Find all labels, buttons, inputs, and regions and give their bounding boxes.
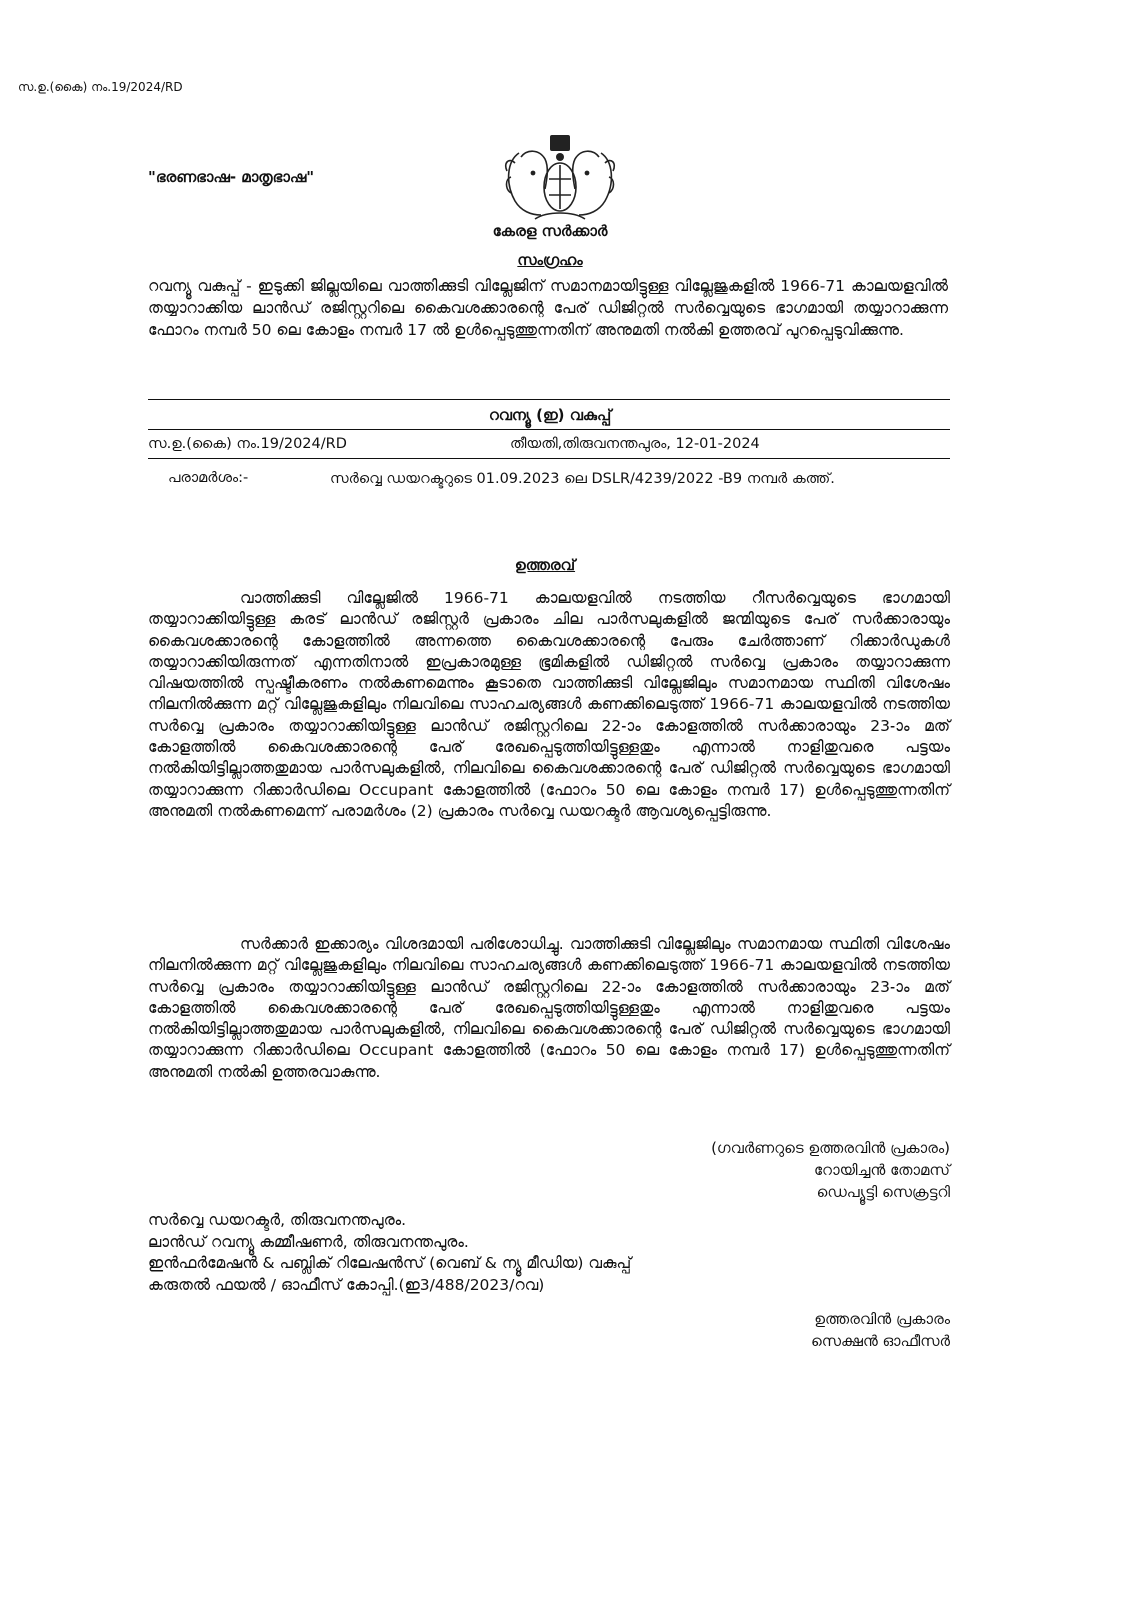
section-officer-block [811, 1308, 950, 1352]
recipient-item: കരുതൽ ഫയൽ / ഓഫീസ് കോപ്പി.(ഇ3/488/2023/റവ) [148, 1275, 545, 1294]
order-paragraph-2: സർക്കാർ ഇക്കാര്യം വിശദമായി പരിശോധിച്ചു. വാത്തിക്കുടി വില്ലേജിലും സമാനമായ സ്ഥിതി വിശേഷം നിലനിൽക്കുന്ന മറ്റ് വില്ലേജുകളിലും നിലവിലെ സാഹചര്യങ്ങൾ കണക്കിലെടുത്ത് 1966-71 കാലയളവിൽ നടത്തിയ സർവ്വെ പ്രകാരം തയ്യാറാക്കിയിട്ടുള്ള ലാൻഡ് രജിസ്റ്ററിലെ 22-ാം കോളത്തിൽ സർക്കാരായും 23-ാം മത് കോളത്തിൽ കൈവശക്കാരന്റെ പേര് രേഖപ്പെടുത്തിയിട്ടുള്ളതും എന്നാൽ നാളിതുവരെ പട്ടയം നൽകിയിട്ടില്ലാത്തതുമായ പാർസലുകളിൽ, നിലവിലെ കൈവശക്കാരന്റെ പേര് ഡിജിറ്റൽ സർവ്വെയുടെ ഭാഗമായി തയ്യാറാക്കുന്ന റിക്കാർഡിലെ Occupant കോളത്തിൽ (ഫോറം 50 ലെ കോളം നമ്പർ 17) ഉൾപ്പെടുത്തുന്നതിന് അനുമതി നൽകി ഉത്തരവാകുന്നു. [148, 935, 950, 1081]
signatory-designation: ഡെപ്യൂട്ടി സെക്രട്ടറി [816, 1183, 950, 1201]
divider-middle [148, 429, 950, 430]
abstract-heading: സംഗ്രഹം [517, 251, 583, 269]
recipient-item: സർവ്വെ ഡയറക്ടർ, തിരുവനന്തപുരം. [148, 1211, 407, 1229]
top-reference-number: സ.ഉ.(കൈ) നം.19/2024/RD [18, 80, 183, 94]
divider-bottom [148, 458, 950, 459]
department-heading: റവന്യൂ (ഇ) വകുപ്പ് [488, 406, 612, 424]
recipients-list [148, 1210, 631, 1296]
abstract-text: റവന്യൂ വകുപ്പ് - ഇടുക്കി ജില്ലയിലെ വാത്തിക്കുടി വില്ലേജിന് സമാനമായിട്ടുള്ള വില്ലേജുകളിൽ 1966-71 കാലയളവിൽ തയ്യാറാക്കിയ ലാൻഡ് രജിസ്റ്ററിലെ കൈവശക്കാരന്റെ പേര് ഡിജിറ്റൽ സർവ്വെയുടെ ഭാഗമായി തയ്യാറാക്കുന്ന ഫോറം നമ്പർ 50 ലെ കോളം നമ്പർ 17 ൽ ഉൾപ്പെടുത്തുന്നതിന് അനുമതി നൽകി ഉത്തരവ് പുറപ്പെടുവിക്കുന്നു. [148, 277, 948, 339]
divider-top [148, 399, 950, 400]
recipient-item: ഇൻഫർമേഷൻ & പബ്ലിക് റിലേഷൻസ് (വെബ് & ന്യൂ മീഡിയ) വകുപ്പ് [148, 1254, 632, 1272]
recipient-item: ലാൻഡ് റവന്യൂ കമ്മീഷണർ, തിരുവനന്തപുരം. [148, 1232, 469, 1251]
tagline: "ഭരണഭാഷ- മാതൃഭാഷ" [148, 168, 315, 186]
signature-by-order: (ഗവർണറുടെ ഉത്തരവിൻ പ്രകാരം) [711, 1139, 950, 1157]
section-officer-by-order: ഉത്തരവിൻ പ്രകാരം [814, 1310, 950, 1328]
order-date: തീയതി,തിരുവനന്തപുരം, 12-01-2024 [510, 436, 760, 452]
order-heading: ഉത്തരവ് [514, 556, 576, 574]
government-title: കേരള സർക്കാർ [492, 222, 608, 240]
signature-block [711, 1137, 950, 1203]
order-number: സ.ഉ.(കൈ) നം.19/2024/RD [148, 436, 347, 452]
reference-label: പരാമർശം:- [168, 470, 249, 486]
order-paragraph-1: വാത്തിക്കുടി വില്ലേജിൽ 1966-71 കാലയളവിൽ നടത്തിയ റീസർവ്വെയുടെ ഭാഗമായി തയ്യാറാക്കിയിട്ടുള്ള കരട് ലാൻഡ് രജിസ്റ്റർ പ്രകാരം ചില പാർസലുകളിൽ ജന്മിയുടെ പേര് സർക്കാരായും കൈവശക്കാരന്റെ കോളത്തിൽ അന്നത്തെ കൈവശക്കാരന്റെ പേരും ചേർത്താണ് റിക്കാർഡുകൾ തയ്യാറാക്കിയിരുന്നത് എന്നതിനാൽ ഇപ്രകാരമുള്ള ഭൂമികളിൽ ഡിജിറ്റൽ സർവ്വെ പ്രകാരം തയ്യാറാക്കുന്ന വിഷയത്തിൽ സ്പഷ്ടീകരണം നൽകണമെന്നും കൂടാതെ വാത്തിക്കുടി വില്ലേജിലും സമാനമായ സ്ഥിതി വിശേഷം നിലനിൽക്കുന്ന മറ്റ് വില്ലേജുകളിലും നിലവിലെ സാഹചര്യങ്ങൾ കണക്കിലെടുത്ത് 1966-71 കാലയളവിൽ നടത്തിയ സർവ്വെ പ്രകാരം തയ്യാറാക്കിയിട്ടുള്ള ലാൻഡ് രജിസ്റ്ററിലെ 22-ാം കോളത്തിൽ സർക്കാരായും 23-ാം മത് കോളത്തിൽ കൈവശക്കാരന്റെ പേര് രേഖപ്പെടുത്തിയിട്ടുള്ളതും എന്നാൽ നാളിതുവരെ പട്ടയം നൽകിയിട്ടില്ലാത്തതുമായ പാർസലുകളിൽ, നിലവിലെ കൈവശക്കാരന്റെ പേര് ഡിജിറ്റൽ സർവ്വെയുടെ ഭാഗമായി തയ്യാറാക്കുന്ന റിക്കാർഡിലെ Occupant കോളത്തിൽ (ഫോറം 50 ലെ കോളം നമ്പർ 17) ഉൾപ്പെടുത്തുന്നതിന് അനുമതി നൽകണമെന്ന് പരാമർശം (2) പ്രകാരം സർവ്വെ ഡയറക്ടർ ആവശ്യപ്പെട്ടിരുന്നു. [148, 589, 950, 820]
reference-text: സർവ്വെ ഡയറക്ടറുടെ 01.09.2023 ലെ DSLR/4239/2022 -B9 നമ്പർ കത്ത്. [330, 471, 835, 487]
section-officer-designation: സെക്ഷൻ ഓഫീസർ [811, 1332, 950, 1350]
signatory-name: റോയിച്ചൻ തോമസ് [814, 1161, 950, 1179]
state-emblem-icon [497, 133, 623, 225]
